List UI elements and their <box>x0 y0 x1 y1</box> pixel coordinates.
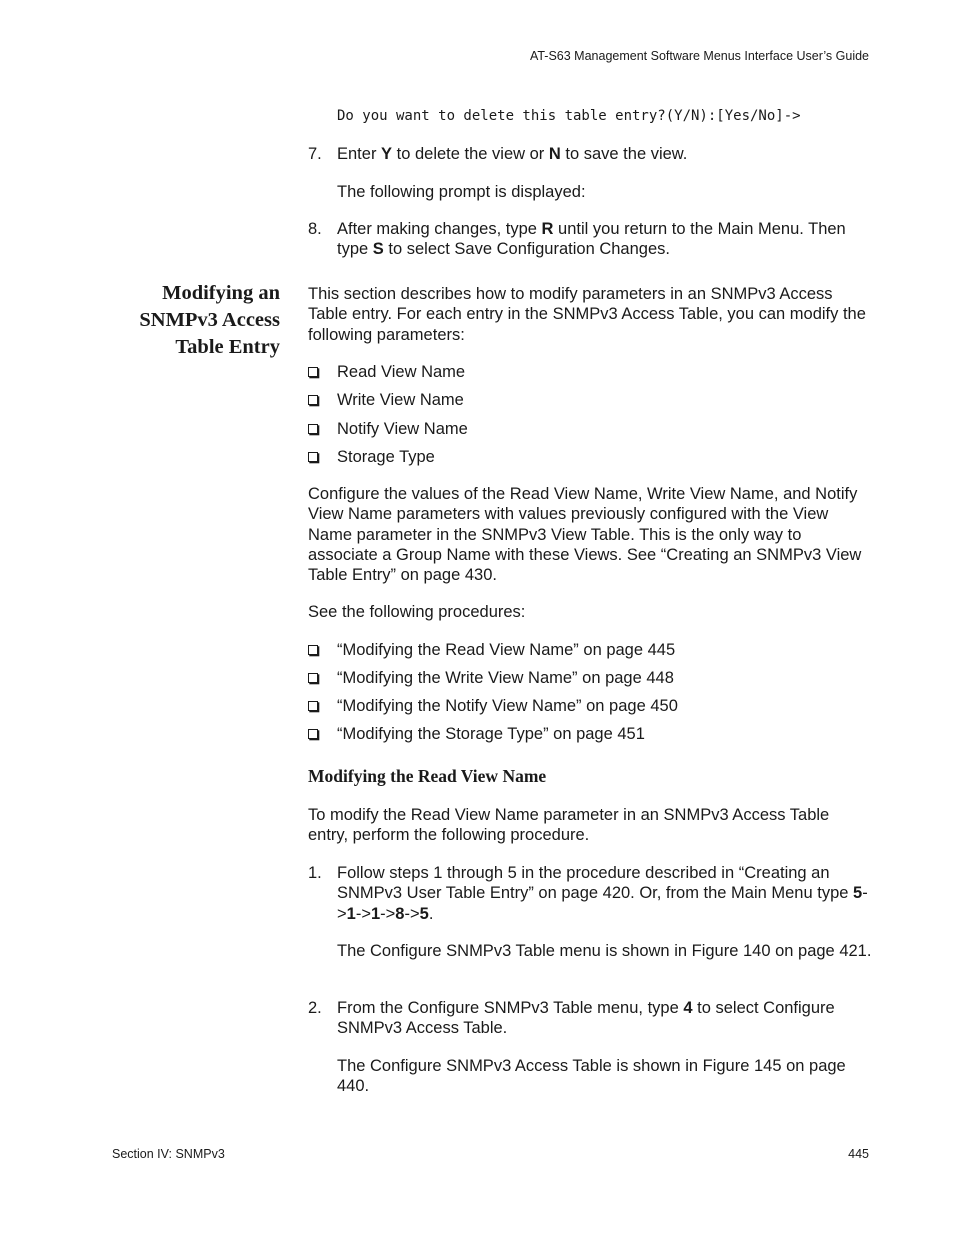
step-text: From the Configure SNMPv3 Table menu, type 4 to select Configure SNMPv3 Access Table. <box>337 999 835 1038</box>
step-text: After making changes, type R until you return to the Main Menu. Then type S to select Save Configuration Changes. <box>337 220 846 259</box>
section-heading: Modifying an SNMPv3 Access Table Entry <box>139 282 280 358</box>
step-text: Enter Y to delete the view or N to save the view. <box>337 145 688 163</box>
list-item: “Modifying the Storage Type” on page 451 <box>308 724 645 744</box>
list-item: “Modifying the Write View Name” on page 448 <box>308 668 674 688</box>
page-number: 445 <box>848 1147 869 1161</box>
checkbox-bullet-icon <box>308 673 318 683</box>
checkbox-bullet-icon <box>308 395 318 405</box>
step-2-follow: The Configure SNMPv3 Access Table is shown in Figure 145 on page 440. <box>337 1057 846 1096</box>
list-item: Storage Type <box>308 447 435 467</box>
step-7 <box>308 144 873 164</box>
list-item: “Modifying the Notify View Name” on page 450 <box>308 696 678 716</box>
step-text: Follow steps 1 through 5 in the procedure described in “Creating an SNMPv3 User Table Entry” on page 420. Or, from the Main Menu type 5->1->1->8->5. <box>337 864 868 923</box>
list-item: Write View Name <box>308 390 464 410</box>
step-number: 8. <box>308 220 322 238</box>
step-number: 1. <box>308 864 322 882</box>
checkbox-bullet-icon <box>308 729 318 739</box>
prompt-line: Do you want to delete this table entry?(Y/N):[Yes/No]-> <box>337 108 801 124</box>
subsection-intro: To modify the Read View Name parameter in an SNMPv3 Access Table entry, perform the following procedure. <box>308 806 830 845</box>
section-intro: This section describes how to modify parameters in an SNMPv3 Access Table entry. For each entry in the SNMPv3 Access Table, you can modify the following parameters: <box>308 285 866 344</box>
config-paragraph: Configure the values of the Read View Name, Write View Name, and Notify View Name parameters with values previously configured with the View Name parameter in the SNMPv3 View Table. This is the only way to associate a Group Name with these Views. See “Creating an SNMPv3 View Table Entry” on page 430. <box>308 485 862 585</box>
list-item: “Modifying the Read View Name” on page 445 <box>308 640 675 660</box>
checkbox-bullet-icon <box>308 367 318 377</box>
footer-section: Section IV: SNMPv3 <box>112 1147 225 1161</box>
step-number: 2. <box>308 999 322 1017</box>
step-1-follow: The Configure SNMPv3 Table menu is shown in Figure 140 on page 421. <box>337 942 872 960</box>
list-item: Read View Name <box>308 362 465 382</box>
step-2 <box>308 998 873 1039</box>
subsection-heading: Modifying the Read View Name <box>308 766 547 786</box>
list-item: Notify View Name <box>308 419 468 439</box>
step-number: 7. <box>308 145 322 163</box>
checkbox-bullet-icon <box>308 701 318 711</box>
step-1 <box>308 863 873 924</box>
running-header: AT-S63 Management Software Menus Interface User’s Guide <box>529 49 869 63</box>
checkbox-bullet-icon <box>308 424 318 434</box>
step-7-follow: The following prompt is displayed: <box>337 183 586 201</box>
see-procedures: See the following procedures: <box>308 603 526 621</box>
checkbox-bullet-icon <box>308 645 318 655</box>
checkbox-bullet-icon <box>308 452 318 462</box>
step-8 <box>308 219 873 260</box>
